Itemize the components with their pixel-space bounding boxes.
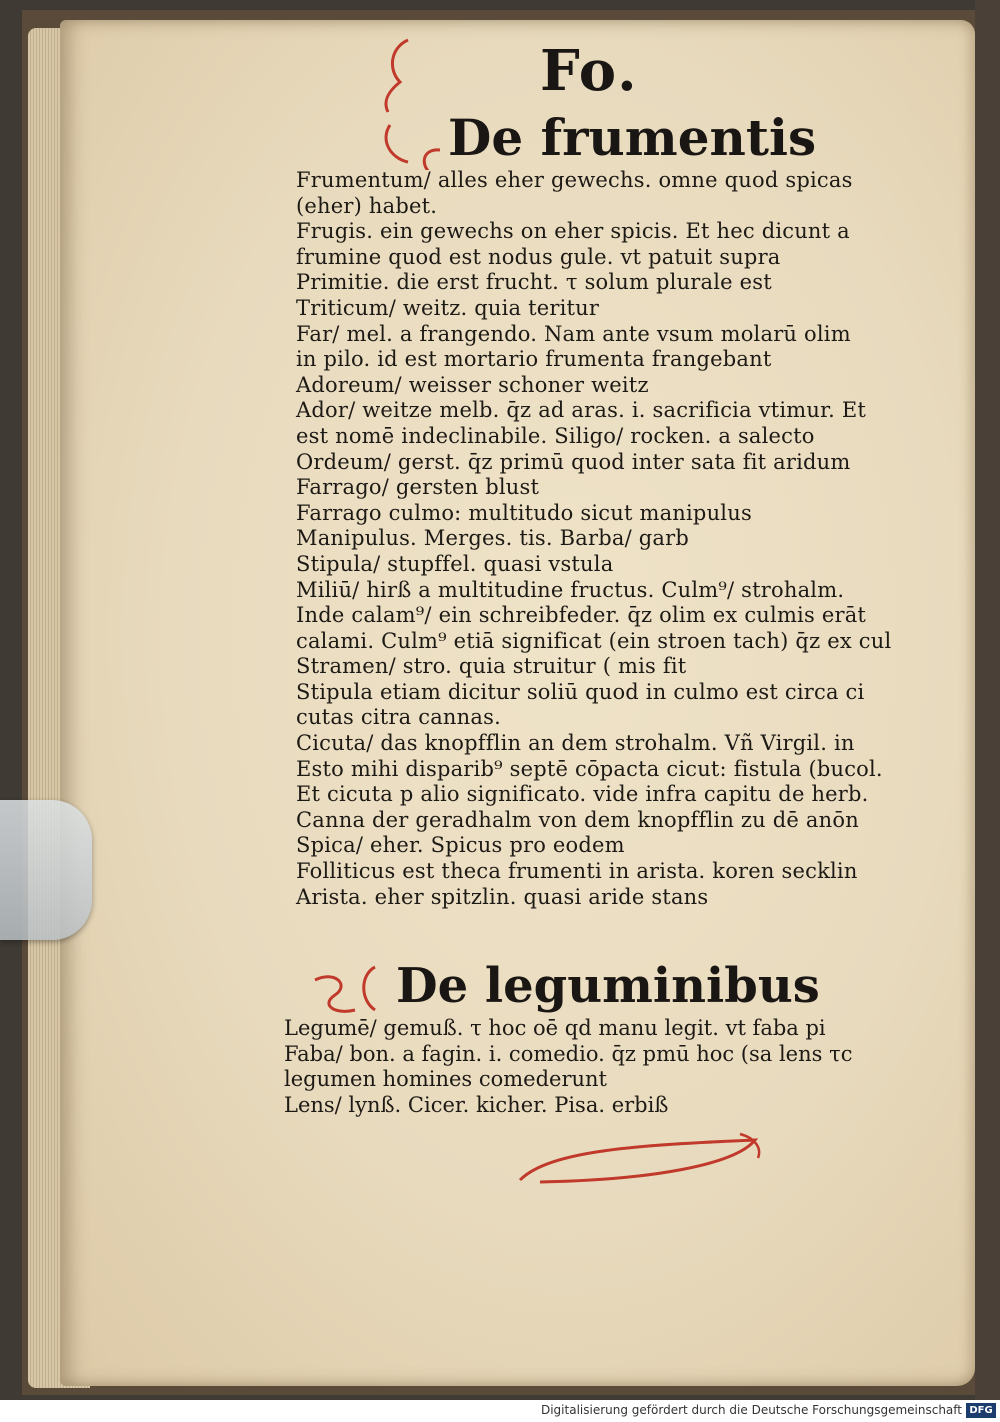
text-line: est nomē indeclinabile. Siligo/ rocken. a salecto xyxy=(296,423,815,448)
red-flourish-middle xyxy=(305,955,385,1025)
footer-credit: Digitalisierung gefördert durch die Deutsche Forschungsgemeinschaft xyxy=(540,1403,962,1417)
text-line: Far/ mel. a frangendo. Nam ante vsum molarū olim xyxy=(296,321,851,346)
text-line: Farrago/ gersten blust xyxy=(296,475,540,500)
text-line: Adoreum/ weisser schoner weitz xyxy=(296,372,649,397)
text-line: Miliū/ hirß a multitudine fructus. Culm⁹/ strohalm. xyxy=(296,577,845,602)
text-line: Canna der geradhalm von dem knopfflin zu dē anōn xyxy=(296,807,859,832)
text-line: Manipulus. Merges. tis. Barba/ garb xyxy=(296,526,689,551)
text-line: (eher) habet. xyxy=(296,193,438,218)
text-block-leguminibus xyxy=(284,1016,924,1118)
text-line: Triticum/ weitz. quia teritur xyxy=(296,295,600,320)
text-line: Primitie. die erst frucht. τ solum plurale est xyxy=(296,270,772,295)
red-flourish-top xyxy=(360,30,450,170)
text-line: Inde calam⁹/ ein schreibfeder. q̄z olim ex culmis erāt xyxy=(296,603,867,628)
text-line: Lens/ lynß. Cicer. kicher. Pisa. erbiß xyxy=(284,1092,669,1117)
text-line: in pilo. id est mortario frumenta frangebant xyxy=(296,347,772,372)
text-line: Cicuta/ das knopfflin an dem strohalm. Vñ Virgil. in xyxy=(296,731,855,756)
text-line: Spica/ eher. Spicus pro eodem xyxy=(296,833,625,858)
text-line: Arista. eher spitzlin. quasi aride stans xyxy=(296,884,709,909)
text-line: Stipula etiam dicitur soliū quod in culmo est circa ci xyxy=(296,679,865,704)
dfg-logo: DFG xyxy=(966,1403,996,1418)
text-line: Farrago culmo: multitudo sicut manipulus xyxy=(296,500,752,525)
text-line: Et cicuta p alio significato. vide infra capitu de herb. xyxy=(296,782,869,807)
folio-number: Fo. xyxy=(540,38,639,104)
text-block-frumentis xyxy=(296,168,916,910)
text-line: cutas citra cannas. xyxy=(296,705,501,730)
right-margin-shadow xyxy=(975,0,1000,1400)
section-heading-leguminibus xyxy=(396,958,820,1014)
heading-text: De leguminibus xyxy=(396,958,820,1014)
text-line: Frugis. ein gewechs on eher spicis. Et hec dicunt a xyxy=(296,219,850,244)
plastic-page-holder xyxy=(0,800,92,940)
text-line: Esto mihi disparib⁹ septē cōpacta cicut: fistula (bucol. xyxy=(296,756,883,781)
text-line: Frumentum/ alles eher gewechs. omne quod spicas xyxy=(296,168,853,192)
text-line: Ordeum/ gerst. q̄z primū quod inter sata fit aridum xyxy=(296,449,851,474)
text-line: Faba/ bon. a fagin. i. comedio. q̄z pmū hoc (sa lens τc xyxy=(284,1041,853,1066)
section-heading-frumentis xyxy=(448,108,816,167)
text-line: Folliticus est theca frumenti in arista. koren secklin xyxy=(296,859,858,884)
footer-bar xyxy=(0,1400,1000,1422)
text-line: frumine quod est nodus gule. vt patuit supra xyxy=(296,244,781,269)
text-line: calami. Culm⁹ etiā significat (ein stroen tach) q̄z ex cul xyxy=(296,628,892,653)
red-flourish-bottom xyxy=(500,1120,780,1200)
heading-text: De frumentis xyxy=(448,108,817,167)
text-line: legumen homines comederunt xyxy=(284,1067,607,1092)
text-line: Legumē/ gemuß. τ hoc oē qd manu legit. vt faba pi xyxy=(284,1016,826,1040)
text-line: Ador/ weitze melb. q̄z ad aras. i. sacrificia vtimur. Et xyxy=(296,398,866,423)
text-line: Stipula/ stupffel. quasi vstula xyxy=(296,551,614,576)
text-line: Stramen/ stro. quia struitur ( mis fit xyxy=(296,654,687,679)
